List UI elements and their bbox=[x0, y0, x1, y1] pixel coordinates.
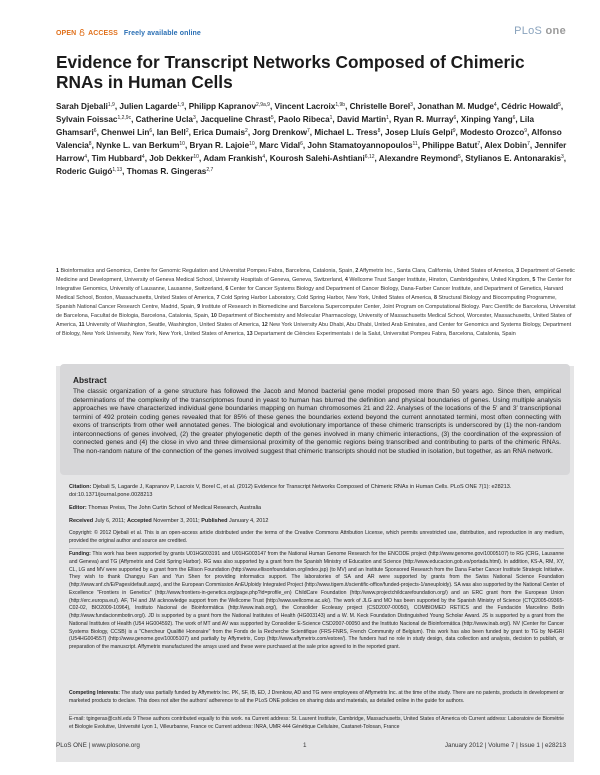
author-name: Philippe Batut bbox=[422, 140, 478, 150]
author-name: Chenwei Lin bbox=[101, 127, 150, 137]
affiliation-number: 10 bbox=[210, 312, 217, 319]
affiliation-text: Center for Cancer Systems Biology and Department of Cancer Biology, Dana-Farber Cancer Institute, and Department of Genetics, Harvard Medical School, Boston, Massachusetts, United States of America, bbox=[56, 285, 564, 301]
author-name: Lila Ghamsari bbox=[56, 114, 535, 137]
author-name: Ryan R. Murray bbox=[393, 114, 454, 124]
author-name: Josep Lluís Gelpí bbox=[384, 127, 453, 137]
author-affiliation-marker: 11 bbox=[412, 140, 418, 147]
author-affiliation-marker: 5 bbox=[457, 153, 461, 160]
author-affiliation-marker: 2,9a,9 bbox=[256, 102, 270, 108]
editor-label: Editor: bbox=[69, 505, 87, 511]
author-name: Alex Dobin bbox=[484, 140, 528, 150]
author-name: Marc Vidal bbox=[259, 140, 301, 150]
author-affiliation-marker: 7 bbox=[527, 140, 530, 147]
access-label: ACCESS bbox=[88, 30, 118, 37]
publication-dates: Received July 6, 2011; Accepted November 3, 2011; Published January 4, 2012 bbox=[69, 518, 269, 524]
author-affiliation-marker: 1 bbox=[329, 114, 333, 121]
affiliation-text: Bioinformatics and Genomics, Centre for Genomic Regulation and Universitat Pompeu Fabra, Barcelona, Catalonia, Spain, bbox=[59, 268, 356, 274]
editor-text: Thomas Preiss, The John Curtin School of Medical Research, Australia bbox=[88, 505, 262, 511]
abstract-text: The classic organization of a gene structure has followed the Jacob and Monod bacterial gene model proposed more than 50 years ago. Since then, empirical determinations of the complexity of the transcriptomes found in yeast to human has blurred the definition and physical boundaries of genes. Using multiple analysis approaches we have characterized individual gene boundaries mapping on human chromosomes 21 and 22. Analyses of the locations of the 5′ and 3′ transcriptional termini of 492 protein coding genes revealed that for 85% of these genes the boundaries extend beyond the current annotated termini, most often connecting with exons of transcripts from other well annotated genes. The biological and evolutionary importance of these chimeric transcripts is underscored by (1) the non-random interconnections of genes involved, (2) the greater phylogenetic depth of the genes involved in many chimeric interactions, (3) the coordination of the expression of connected genes and (4) the close in vivo and three dimensional proximity of the genomic regions being transcribed and contributing to parts of the chimeric RNAs. The non-random nature of the connection of the genes involved suggest that chimeric transcripts should not be studied in isolation, but together, as an RNA network. bbox=[73, 388, 561, 455]
citation bbox=[69, 483, 564, 499]
author-name: Tim Hubbard bbox=[91, 153, 142, 163]
author-name: Sylvain Foissac bbox=[56, 114, 118, 124]
affiliation-number: 1 bbox=[56, 268, 59, 274]
plos-one-logo: PLoS one bbox=[514, 25, 566, 37]
author-affiliation-marker: 9 bbox=[452, 127, 456, 134]
author-name: Stylianos E. Antonarakis bbox=[465, 153, 561, 163]
affiliation-text: Structural Biology and Biocomputing Programme, Spanish National Cancer Research Centre, Madrid, Spain, bbox=[56, 294, 557, 310]
affiliation-text: New York University Abu Dhabi, Abu Dhabi, United Arab Emirates, and Center for Genomics and Systems Biology, Department of Biology, New York University, New York, New York, United States of America, bbox=[56, 321, 572, 337]
affiliation-text: Affymetrix Inc., Santa Clara, California, United States of America, bbox=[358, 268, 517, 274]
author-name: Jacqueline Chrast bbox=[200, 114, 271, 124]
author-name: Jorg Drenkow bbox=[252, 127, 307, 137]
freely-available-label: Freely available online bbox=[123, 30, 201, 37]
open-access-badge bbox=[56, 29, 201, 37]
page-footer bbox=[56, 742, 566, 752]
author-affiliation-marker: 1,9 bbox=[107, 102, 115, 108]
divider bbox=[69, 714, 564, 715]
current-addresses: ¤a Current address: St. Laurent Institute, Cambridge, Massachusetts, United States of America ¤b Current address: Laboratoire de Biométrie et Biologie Evolutive, Université Lyon 1, Villeurbanne, France ¤c Current address: INRA, UMR 444 Génétique Cellulaire, Castanet-Tolosan, France bbox=[69, 716, 564, 730]
journal-header bbox=[56, 25, 566, 42]
author-name: Nynke L. van Berkum bbox=[96, 140, 180, 150]
author-affiliation-marker: 7 bbox=[477, 140, 481, 147]
author-name: Alexandre Reymond bbox=[378, 153, 458, 163]
author-affiliation-marker: 1,9 bbox=[177, 102, 185, 108]
author-name: John Stamatoyannopoulos bbox=[307, 140, 413, 150]
affiliation-number: 5 bbox=[532, 276, 536, 283]
author-name: Paolo Ribeca bbox=[278, 114, 330, 124]
author-affiliation-marker: 3 bbox=[192, 114, 196, 121]
author-name: Xinping Yang bbox=[460, 114, 513, 124]
author-affiliation-marker: 4 bbox=[84, 153, 87, 160]
affiliation-number: 11 bbox=[78, 321, 85, 328]
affiliation-text: Institute of Research in Biomedicine and Barcelona Supercomputer Center, Joint Program on Computational Biology. Parc Científic de Barcelona, Universitat de Barcelona, Facultat de Biologia, Barcelona, Catalonia, Spain, bbox=[56, 303, 576, 319]
author-affiliation-marker: 1 bbox=[386, 114, 389, 121]
author-name: Christelle Borel bbox=[349, 102, 411, 111]
author-affiliation-marker: 6 bbox=[93, 127, 97, 134]
abstract-box bbox=[60, 364, 570, 475]
competing-interests bbox=[69, 690, 564, 706]
affiliation-text: Wellcome Trust Sanger Institute, Hinxton, Cambridgeshire, United Kingdom, bbox=[347, 276, 533, 283]
author-name: Kourosh Salehi-Ashtiani bbox=[269, 153, 365, 163]
author-affiliation-marker: 4 bbox=[493, 102, 497, 108]
affiliation-text: The Center for Integrative Genomics, University of Lausanne, Lausanne, Switzerland, bbox=[56, 276, 572, 292]
author-name: Ian Bell bbox=[156, 127, 186, 137]
correspondence bbox=[69, 716, 564, 732]
affiliation-text: University of Washington, Seattle, Washington, United States of America, bbox=[84, 321, 262, 328]
affiliation-number: 2 bbox=[355, 268, 359, 274]
author-affiliation-marker: 2 bbox=[245, 127, 248, 134]
author-name: Bryan R. Lajoie bbox=[189, 140, 250, 150]
competing-interests-label: Competing Interests: bbox=[69, 690, 120, 696]
equal-contribution-note: 9 These authors contributed equally to this work. bbox=[132, 716, 244, 722]
affiliation-number: 3 bbox=[516, 268, 520, 274]
affiliation-number: 4 bbox=[344, 276, 348, 283]
author-affiliation-marker: 6,12 bbox=[364, 153, 375, 160]
author-name: Julien Lagarde bbox=[119, 102, 178, 111]
author-name: Roderic Guigó bbox=[56, 166, 113, 176]
author-affiliation-marker: 1,13 bbox=[112, 166, 123, 173]
abstract-heading: Abstract bbox=[73, 375, 107, 385]
author-name: Erica Dumais bbox=[193, 127, 246, 137]
affiliation-number: 8 bbox=[434, 294, 438, 301]
author-name: Thomas R. Gingeras bbox=[126, 166, 207, 176]
author-name: Jennifer Harrow bbox=[56, 140, 567, 163]
author-affiliation-marker: 9 bbox=[524, 127, 528, 134]
author-name: Jonathan M. Mudge bbox=[417, 102, 494, 111]
author-name: Philipp Kapranov bbox=[188, 102, 257, 111]
affiliation-number: 7 bbox=[216, 294, 220, 301]
affiliation-text: Cold Spring Harbor Laboratory, Cold Spring Harbor, New York, United States of America, bbox=[219, 294, 435, 301]
affiliation-text: Department of Genetic Medicine and Development, University of Geneva Medical School, University Hospitals of Geneva, Geneva, Switzerland, bbox=[56, 268, 575, 283]
author-affiliation-marker: 6 bbox=[512, 114, 516, 121]
author-name: Cédric Howald bbox=[501, 102, 559, 111]
author-affiliation-marker: 1,2,9c bbox=[117, 114, 132, 121]
author-affiliation-marker: 3 bbox=[410, 102, 413, 108]
author-affiliation-marker: 3 bbox=[561, 153, 564, 160]
affiliation-number: 9 bbox=[197, 303, 201, 310]
author-affiliation-marker: 4 bbox=[262, 153, 266, 160]
footer-issue-info: January 2012 | Volume 7 | Issue 1 | e28213 bbox=[444, 742, 566, 749]
author-affiliation-marker: 10 bbox=[249, 140, 255, 147]
author-affiliation-marker: 6 bbox=[300, 140, 303, 147]
author-affiliation-marker: 7 bbox=[307, 127, 310, 134]
author-name: David Martin bbox=[336, 114, 387, 124]
footer-page-number: 1 bbox=[303, 742, 307, 749]
author-affiliation-marker: 6 bbox=[453, 114, 457, 121]
author-name: Catherine Ucla bbox=[135, 114, 193, 124]
affiliation-text: Department of Biochemistry and Molecular Pharmacology, University of Massachusetts Medical School, Worcester, Massachusetts, United States of America, bbox=[56, 312, 572, 328]
author-affiliation-marker: 10 bbox=[193, 153, 199, 160]
funding-label: Funding: bbox=[69, 551, 91, 557]
citation-label: Citation: bbox=[69, 484, 92, 490]
author-name: Michael L. Tress bbox=[314, 127, 378, 137]
author-affiliation-marker: 2 bbox=[185, 127, 189, 134]
funding-text: This work has been supported by grants U01HG003191 and U01HG003147 from the National Human Genome Research for the ENCODE project (http://www.genome.gov/10005107) to RG (CRG, Lausanne and Geneva) and TG (Affymetrix and Cold Spring Harbor). RG was also supported by a grant from the Spanish Ministry of Education and Science (http://www.educacion.gob.es/portada.html). In addition, KS-A, RM, XY, CL, LG and MV were supported by a grant from the Ellison Foundation (http://www.ellisonfoundation.org/index.jsp) (to MV) and an Institute Sponsored Research from the Dana Farber Cancer Institute Strategic Initiative. They wish to thank Changyu Fan and Yun Shen for providing informatics support. The laboratories of SA and AR were supported by grants from the Swiss National Science Foundation (http://www.snf.ch/E/Pages/default.aspx), and the European Commission AnEUploidy Integrated Project (http://www.tigem.it/scientific-office/funded-projects-1/aneuploidy). SA was also supported by the National Center of Excellence "Frontiers in Genetics" (http://www.frontiers-in-genetics.org/page.php?id=profile_en) ChildCare Foundation (http://www.projectchildcarefoundation.org/) and an ERC grant from the European Union (http://erc.europa.eu/). AF, TH and JM acknowledge support from the Wellcome Trust (http://www.wellcome.ac.uk/). The work of JLG and MO has been supported by the Spanish Ministry of Science (CTQ2005-09365-C02-02, BIO2009-10964), Instituto Nacional de Bioinformática (http://www.inab.org/), the Consolider Ecoleasy project (CSD2007-00050), COMBIOMED RETICS and the Fundación Marcelino Botín (http://www.fundacionmbotin.org/). JD is supported by a grant from the National Institutes of Health (HG003143) and a W. M. Keck Foundation Distinguished Young Scholar Award. JS is supported by a grant from the National Institutes of Health (U54 HG004592). The work of MT and AV was supported by Consolider E-Science CSD2007-00050 and the Instituto Nacional de Bioinformática (http://www.inab.org/). NV (Center for Cancer Systems Biology, CCSB) is a "Chercheur Qualifié Honoraire" from the Fonds de la Recherche Scientifique (FRS-FNRS, French Community of Belgium). This work has also been funded by grant to TG by NHGRI (U54HG004557) (http://www.genome.gov/10005107) and partially by Affymetrix, Corp (http://www.affymetrix.com/estore/). The funders had no role in study design, data collection and analysis, decision to publish, or preparation of the manuscript. Affymetrix manufactured the arrays used and these were purchased at the sale price agreed to in the reported grant. bbox=[69, 551, 565, 650]
author-affiliation-marker: 4 bbox=[141, 153, 145, 160]
copyright-notice: Copyright: © 2012 Djebali et al. This is an open-access article distributed under the terms of the Creative Commons Attribution License, which permits unrestricted use, distribution, and reproduction in any medium, provided the original author and source are credited. bbox=[69, 530, 564, 544]
author-name: Vincent Lacroix bbox=[274, 102, 336, 111]
author-name: Modesto Orozco bbox=[460, 127, 525, 137]
author-name: Alfonso Valencia bbox=[56, 127, 562, 150]
affiliation-number: 12 bbox=[261, 321, 268, 328]
author-affiliation-marker: 5 bbox=[270, 114, 274, 121]
affiliations bbox=[56, 267, 576, 339]
author-affiliation-marker: 1,9b bbox=[335, 102, 346, 108]
affiliation-number: 13 bbox=[246, 330, 253, 337]
author-name: Job Dekker bbox=[149, 153, 194, 163]
author-affiliation-marker: 10 bbox=[179, 140, 185, 147]
author-affiliation-marker: 5 bbox=[558, 102, 561, 108]
author-affiliation-marker: 8 bbox=[377, 127, 381, 134]
citation-text: Djebali S, Lagarde J, Kapranov P, Lacroix V, Borel C, et al. (2012) Evidence for Transcript Networks Composed of Chimeric RNAs in Human Cells. PLoS ONE 7(1): e28213. doi:10.1371/journal.pone.0028213 bbox=[69, 484, 512, 498]
divider bbox=[69, 548, 564, 549]
footer-journal-site[interactable]: PLoS ONE | www.plosone.org bbox=[56, 742, 140, 749]
open-access-label: OPEN bbox=[56, 30, 77, 37]
affiliation-number: 6 bbox=[225, 285, 229, 292]
author-name: Sarah Djebali bbox=[56, 102, 108, 111]
editor bbox=[69, 504, 564, 512]
author-affiliation-marker: 2,7 bbox=[206, 166, 214, 173]
correspondence-email[interactable]: E-mail: tgingeras@cshl.edu bbox=[69, 716, 132, 722]
competing-interests-text: The study was partially funded by Affymetrix Inc. PK, SF, IB, ED, J Drenkow, AD and TG were employees of Affymetrix Inc. at the time of the study. There are no patents, products in development or marketed products to declare. This does not alter the authors' adherence to all the PLoS ONE policies on sharing data and materials, as detailed online in the guide for authors. bbox=[69, 690, 564, 704]
author-affiliation-marker: 6 bbox=[149, 127, 153, 134]
author-list: Sarah Djebali$^{1,9}$, Julien Lagarde$^{1,9}$, Philipp Kapranov$^{2,9a,9}$, Vincent Lacroix$^{1,9b}$, Christelle Borel$^3$, Jonathan M. Mudge$^4$, Cédric Howald$^5$, Sylvain Foissac$^{1,2,9c}$, Catherine Ucla$^3$, Jacqueline Chrast$^5$, Paolo Ribeca$^1$, David Martin$^1$, Ryan R. Murray$^6$, Xinping Yang$^6$, Lila Ghamsari$^6$, Chenwei Lin$^6$, Ian Bell$^2$, Erica Dumais$^2$, Jorg Drenkow$^7$, Michael L. Tress$^8$, Josep Lluís Gelpí$^9$, Modesto Orozco$^9$, Alfonso Valencia$^8$, Nynke L. van Berkum$^{10}$, Bryan R. Lajoie$^{10}$, Marc Vidal$^6$, John Stamatoyannopoulos$^{11}$, Philippe Batut$^7$, Alex Dobin$^7$, Jennifer Harrow$^4$, Tim Hubbard$^4$, Job Dekker$^{10}$, Adam Frankish$^4$, Kourosh Salehi-Ashtiani$^{6,12}$, Alexandre Reymond$^5$, Stylianos E. Antonarakis$^3$, Roderic Guigó$^{1,13}$, Thomas R. Gingeras$^{2,7}$ bbox=[56, 102, 567, 176]
affiliation-text: Departament de Ciències Experimentals i de la Salut, Universitat Pompeu Fabra, Barcelona, Catalonia, Spain bbox=[252, 330, 516, 337]
article-title: Evidence for Transcript Networks Composed of Chimeric RNAs in Human Cells bbox=[56, 52, 525, 92]
author-affiliation-marker: 8 bbox=[88, 140, 92, 147]
author-name: Adam Frankish bbox=[203, 153, 263, 163]
open-lock-icon bbox=[79, 29, 85, 36]
funding-statement bbox=[69, 551, 564, 652]
